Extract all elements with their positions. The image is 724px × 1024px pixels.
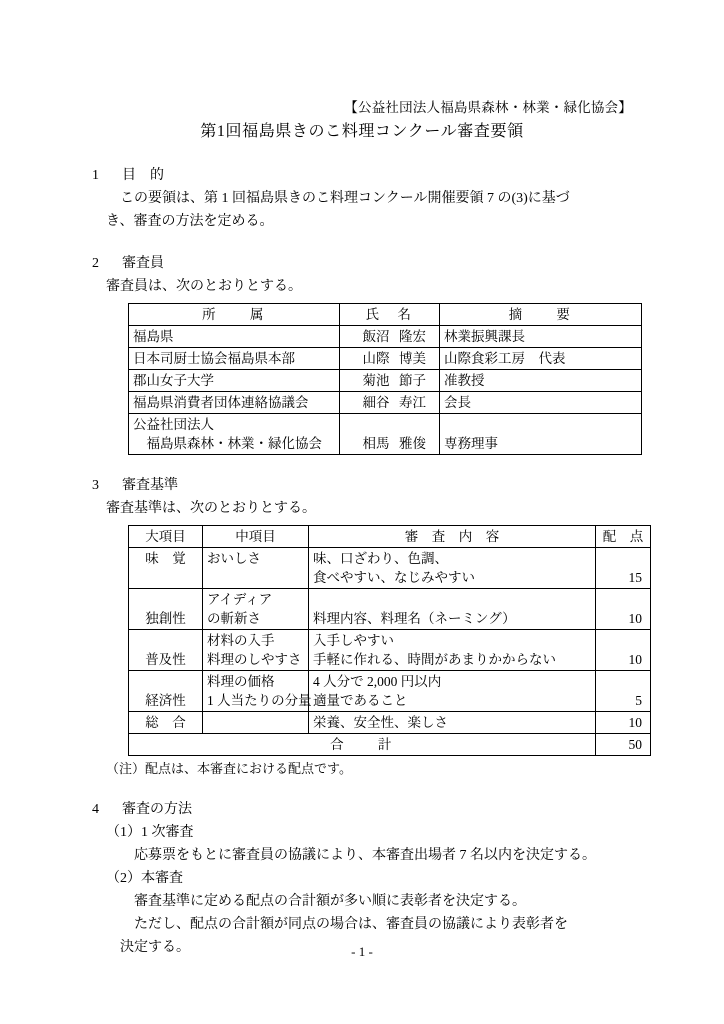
- criteria-header-content: 審 査 内 容: [309, 526, 596, 548]
- criteria-score: 15: [596, 548, 651, 589]
- table-header-row: [129, 526, 651, 548]
- criteria-mid: [203, 630, 309, 671]
- criteria-mid: [203, 589, 309, 630]
- table-row: [129, 712, 651, 734]
- judge-affiliation-line1: 公益社団法人: [133, 417, 214, 432]
- method-item2-body: 審査基準に定める配点の合計額が多い順に表彰者を決定する。: [134, 894, 526, 909]
- criteria-mid-line2: の斬新さ: [207, 611, 261, 626]
- table-row: [129, 630, 651, 671]
- table-row: [129, 348, 642, 370]
- judge-remark: 准教授: [440, 370, 642, 392]
- criteria-score: 10: [596, 712, 651, 734]
- section-criteria: [92, 475, 644, 779]
- method-item1-label: （1）1 次審査: [106, 825, 194, 840]
- page-title: 第1回福島県きのこ料理コンクール審査要領: [200, 123, 524, 140]
- section-purpose-line2: き、審査の方法を定める。: [106, 214, 274, 229]
- judge-surname: 相馬: [362, 436, 390, 451]
- criteria-mid-line1: おいしさ: [207, 551, 261, 566]
- section-criteria-title: 審査基準: [122, 478, 178, 493]
- judge-given-name: 雅俊: [399, 436, 426, 451]
- table-row: [129, 326, 642, 348]
- criteria-mid-line2: 料理のしやすさ: [207, 652, 302, 667]
- judge-name: [340, 370, 440, 392]
- table-row: [129, 392, 642, 414]
- criteria-content-line2: 手軽に作れる、時間があまりかからない: [313, 652, 556, 667]
- criteria-mid-line1: 材料の入手: [207, 633, 275, 648]
- section-purpose: [92, 165, 632, 233]
- judge-affiliation: [129, 414, 340, 455]
- criteria-score: 10: [596, 630, 651, 671]
- judge-name: [340, 348, 440, 370]
- criteria-content-line1: 味、口ざわり、色調、: [313, 551, 448, 566]
- judges-table-wrap: [128, 303, 632, 455]
- judge-given-name: 節子: [399, 373, 426, 388]
- section-judges-lead: 審査員は、次のとおりとする。: [106, 279, 302, 294]
- criteria-mid: [203, 671, 312, 712]
- document-body: [92, 98, 644, 959]
- judge-surname: 山際: [362, 351, 390, 366]
- judge-surname: 飯沼: [362, 329, 390, 344]
- judge-affiliation: 郡山女子大学: [129, 370, 340, 392]
- criteria-total-score: 50: [596, 734, 651, 756]
- judge-remark: 林業振興課長: [440, 326, 642, 348]
- judge-affiliation: 福島県: [129, 326, 340, 348]
- organization-line: 【公益社団法人福島県森林・林業・緑化協会】: [344, 100, 632, 115]
- judge-affiliation-line2: 福島県森林・林業・緑化協会: [146, 436, 322, 451]
- criteria-mid-line2: 1 人当たりの分量: [207, 693, 312, 708]
- criteria-header-score: 配 点: [596, 526, 651, 548]
- criteria-total-row: [129, 734, 651, 756]
- criteria-header-major: 大項目: [129, 526, 203, 548]
- criteria-score: 10: [596, 589, 651, 630]
- judges-header-affiliation: 所 属: [129, 304, 340, 326]
- section-purpose-heading: [92, 165, 632, 187]
- judge-surname: 細谷: [362, 395, 390, 410]
- criteria-mid-line1: アイディア: [207, 592, 273, 607]
- judge-given-name: 寿江: [399, 395, 426, 410]
- criteria-major: 普及性: [129, 630, 203, 671]
- criteria-major: 経済性: [129, 671, 203, 712]
- section-criteria-heading: [92, 475, 632, 497]
- criteria-total-label: 合 計: [129, 734, 596, 756]
- criteria-major: 総 合: [129, 712, 203, 734]
- method-item2-label: （2）本審査: [106, 871, 183, 886]
- judges-header-remark: 摘 要: [440, 304, 642, 326]
- section-method-number: 4: [92, 802, 99, 817]
- section-purpose-text: [106, 187, 632, 233]
- criteria-content: [309, 548, 596, 589]
- judge-name: [340, 326, 440, 348]
- criteria-content: 栄養、安全性、楽しさ: [309, 712, 596, 734]
- criteria-major: 味 覚: [129, 548, 203, 589]
- criteria-table-wrap: [128, 525, 644, 756]
- section-criteria-lead: 審査基準は、次のとおりとする。: [106, 501, 316, 516]
- method-item2-note-line2: 決定する。: [120, 940, 190, 955]
- criteria-content-line2: 食べやすい、なじみやすい: [313, 570, 475, 585]
- table-row: [129, 414, 642, 455]
- criteria-content-line2: 適量であること: [313, 693, 408, 708]
- table-header-row: [129, 304, 642, 326]
- table-row: [129, 548, 651, 589]
- criteria-content-line1: 入手しやすい: [313, 633, 394, 648]
- section-purpose-title: 目 的: [122, 168, 164, 183]
- judge-affiliation: 福島県消費者団体連絡協議会: [129, 392, 340, 414]
- section-purpose-number: 1: [92, 168, 99, 183]
- method-item2-note-line1: ただし、配点の合計額が同点の場合は、審査員の協議により表彰者を: [134, 917, 568, 932]
- judge-surname: 菊池: [362, 373, 390, 388]
- section-method-title: 審査の方法: [122, 802, 192, 817]
- section-judges-number: 2: [92, 256, 99, 271]
- judge-given-name: 博美: [399, 351, 426, 366]
- table-row: [129, 370, 642, 392]
- judge-affiliation: 日本司厨士協会福島県本部: [129, 348, 340, 370]
- criteria-mid: [203, 548, 309, 589]
- criteria-mid: [203, 712, 309, 734]
- criteria-content: [309, 671, 596, 712]
- criteria-mid-line1: 料理の価格: [207, 674, 275, 689]
- judge-remark: 専務理事: [440, 414, 642, 455]
- page-number: - 1 -: [351, 944, 373, 959]
- criteria-note: （注）配点は、本審査における配点です。: [106, 761, 352, 776]
- judge-remark: 山際食彩工房 代表: [440, 348, 642, 370]
- section-criteria-number: 3: [92, 478, 99, 493]
- criteria-content-line2: 料理内容、料理名（ネーミング）: [313, 611, 516, 626]
- section-judges-heading: [92, 253, 632, 275]
- criteria-content: [309, 630, 596, 671]
- judges-header-name: 氏 名: [340, 304, 440, 326]
- criteria-content: [309, 589, 596, 630]
- section-method-heading: [92, 799, 632, 821]
- method-item1-body: 応募票をもとに審査員の協議により、本審査出場者 7 名以内を決定する。: [134, 848, 596, 863]
- judge-remark: 会長: [440, 392, 642, 414]
- criteria-table: [128, 525, 651, 756]
- judge-given-name: 隆宏: [399, 329, 426, 344]
- section-method: [92, 799, 632, 959]
- criteria-content-line1: 4 人分で 2,000 円以内: [313, 674, 442, 689]
- judge-name: [340, 392, 440, 414]
- section-judges-title: 審査員: [122, 256, 164, 271]
- section-judges: [92, 253, 632, 455]
- table-row: [129, 589, 651, 630]
- criteria-header-mid: 中項目: [203, 526, 309, 548]
- judges-table: [128, 303, 642, 455]
- criteria-major: 独創性: [129, 589, 203, 630]
- section-purpose-line1: この要領は、第 1 回福島県きのこ料理コンクール開催要領 7 の(3)に基づ: [120, 191, 570, 206]
- judge-name: [340, 414, 440, 455]
- table-row: [129, 671, 651, 712]
- criteria-score: 5: [596, 671, 651, 712]
